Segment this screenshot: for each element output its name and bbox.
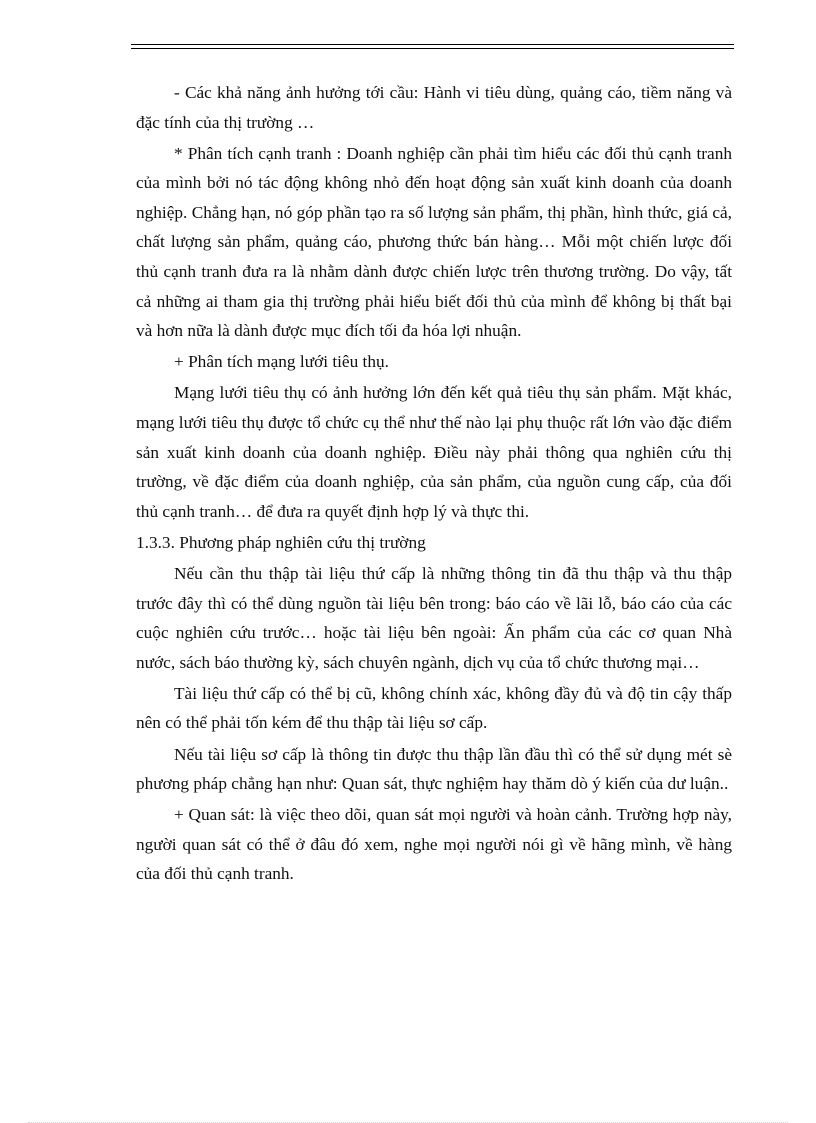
paragraph-demand-factors: - Các khả năng ảnh hưởng tới cầu: Hành vi tiêu dùng, quảng cáo, tiềm năng và đặc tính của thị trường …	[136, 83, 732, 132]
header-rule	[131, 44, 734, 45]
paragraph-secondary-data-limits: Tài liệu thứ cấp có thể bị cũ, không chính xác, không đầy đủ và độ tin cậy thấp nên có thể phải tốn kém để thu thập tài liệu sơ cấp.	[136, 683, 732, 733]
paragraph-secondary-data: Nếu cần thu thập tài liệu thứ cấp là những thông tin đã thu thập và thu thập trước đây thì có thể dùng nguồn tài liệu bên trong: báo cáo về lãi lỗ, báo cáo của các cuộc nghiên cứu trước… hoặc tài liệu bên ngoài: Ấn phẩm của các cơ quan Nhà nước, sách báo thường kỳ, sách chuyên ngành, dịch vụ của tổ chức thương mại…	[136, 564, 732, 672]
paragraph-distribution-heading: + Phân tích mạng lưới tiêu thụ.	[174, 352, 389, 372]
paragraph-competition-analysis: * Phân tích cạnh tranh : Doanh nghiệp cần phải tìm hiểu các đối thủ cạnh tranh của mình bởi nó tác động không nhỏ đến hoạt động sản xuất kinh doanh của doanh nghiệp. Chẳng hạn, nó góp phần tạo ra số lượng sản phẩm, thị phần, hình thức, giá cả, chất lượng sản phẩm, quảng cáo, phương thức bán hàng… Mỗi một chiến lược đối thủ cạnh tranh đưa ra là nhằm dành được chiến lược trên thương trường. Do vậy, tất cả những ai tham gia thị trường phải hiểu biết đối thủ của mình để không bị thất bại và hơn nữa là dành được mục đích tối đa hóa lợi nhuận.	[136, 143, 732, 341]
header-rule-thin	[131, 48, 734, 49]
paragraph-observation: + Quan sát: là việc theo dõi, quan sát mọi người và hoàn cảnh. Trường hợp này, người quan sát có thể ở đâu đó xem, nghe mọi người nói gì về hãng mình, về hàng của đối thủ cạnh tranh.	[136, 805, 732, 884]
paragraph-primary-data: Nếu tài liệu sơ cấp là thông tin được thu thập lần đầu thì có thể sử dụng mét sè phương pháp chẳng hạn như: Quan sát, thực nghiệm hay thăm dò ý kiến của dư luận..	[136, 744, 732, 794]
section-heading-research-methods: 1.3.3. Phương pháp nghiên cứu thị trường	[136, 532, 426, 552]
paragraph-distribution-network: Mạng lưới tiêu thụ có ảnh hưởng lớn đến kết quả tiêu thụ sản phẩm. Mặt khác, mạng lưới tiêu thụ được tổ chức cụ thể như thế nào lại phụ thuộc rất lớn vào đặc điểm sản xuất kinh doanh của doanh nghiệp. Điều này phải thông qua nghiên cứu thị trường, về đặc điểm của doanh nghiệp, của sản phẩm, của nguồn cung cấp, của đối thủ cạnh tranh… để đưa ra quyết định hợp lý và thực thi.	[136, 383, 732, 521]
page-body	[136, 78, 732, 891]
